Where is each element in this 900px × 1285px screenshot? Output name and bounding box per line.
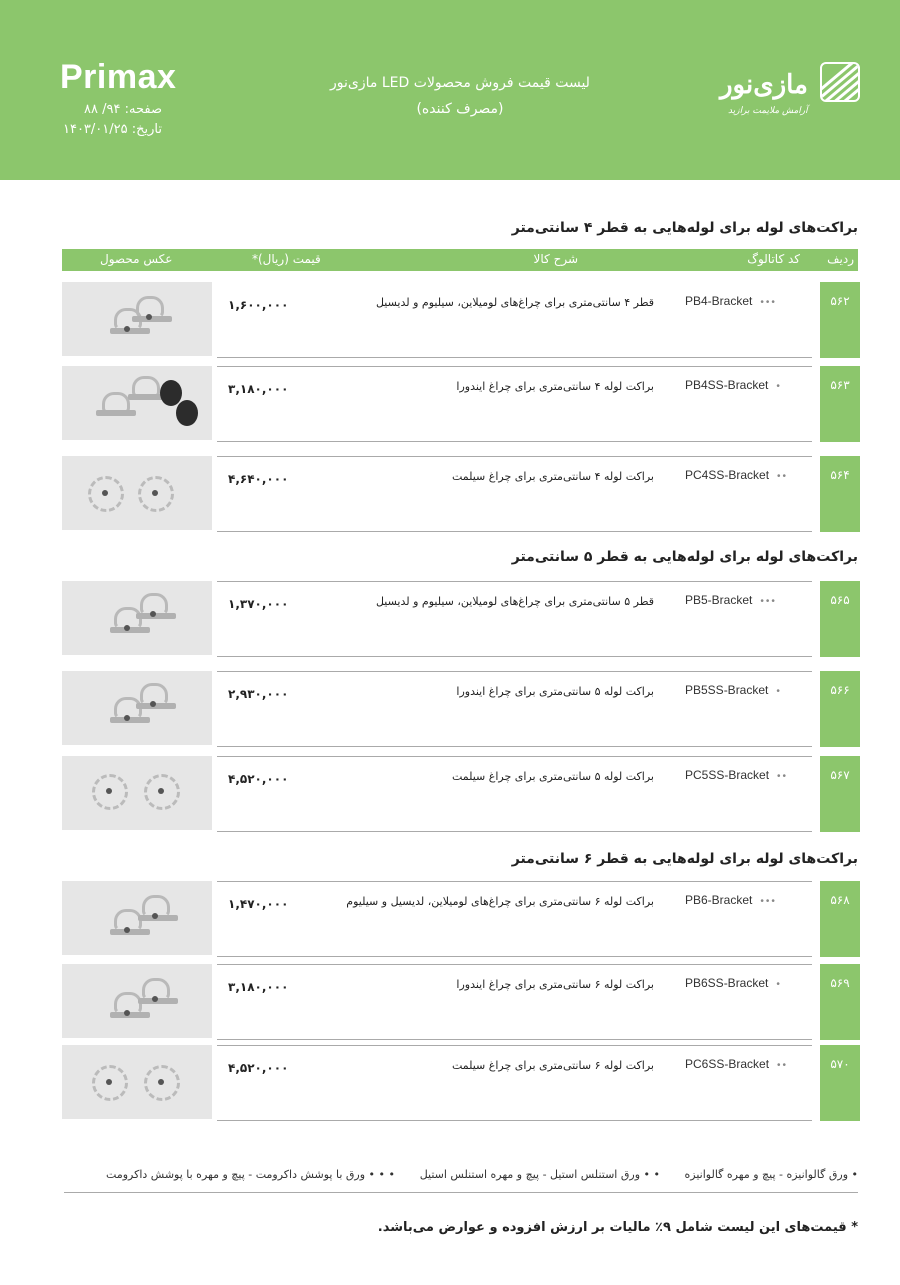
- logo-tagline: آرامش ملایمت برازید: [728, 106, 808, 116]
- product-photo: [62, 964, 212, 1038]
- catalog-code: PB4-Bracket •••: [685, 294, 777, 308]
- product-price: ۱,۳۷۰,۰۰۰: [228, 597, 289, 611]
- col-row-number: ردیف: [827, 252, 854, 266]
- material-dots: ••: [777, 1060, 789, 1071]
- legend-dacromet: • • • ورق با پوشش داکرومت - پیچ و مهره با پوشش داکرومت: [106, 1168, 395, 1181]
- product-price: ۲,۹۳۰,۰۰۰: [228, 687, 289, 701]
- row-number: ۵۶۳: [820, 366, 860, 442]
- product-price: ۱,۴۷۰,۰۰۰: [228, 897, 289, 911]
- section-title-5cm: براکت‌های لوله برای لوله‌هایی به قطر ۵ سانتی‌متر: [511, 549, 858, 565]
- section-title-4cm: براکت‌های لوله برای لوله‌هایی به قطر ۴ سانتی‌متر: [511, 220, 858, 236]
- product-photo: [62, 671, 212, 745]
- catalog-code: PB6-Bracket •••: [685, 893, 777, 907]
- table-row: [62, 964, 860, 1040]
- table-row: [62, 456, 860, 532]
- brand-name: Primax: [60, 58, 177, 96]
- product-description: براکت لوله ۶ سانتی‌متری برای چراغ ایندورا: [456, 978, 654, 991]
- section-title-6cm: براکت‌های لوله برای لوله‌هایی به قطر ۶ سانتی‌متر: [511, 851, 858, 867]
- product-description: براکت لوله ۴ سانتی‌متری برای چراغ سیلمت: [451, 470, 654, 483]
- catalog-code: PB4SS-Bracket •: [685, 378, 782, 392]
- row-number: ۵۶۸: [820, 881, 860, 957]
- material-dots: •••: [760, 297, 777, 308]
- material-dots: ••: [777, 771, 789, 782]
- table-row: [62, 881, 860, 957]
- row-number: ۵۶۲: [820, 282, 860, 358]
- page-number: صفحه: ۹۴/ ۸۸: [84, 102, 162, 117]
- catalog-code: PC5SS-Bracket ••: [685, 768, 789, 782]
- col-photo: عکس محصول: [100, 252, 173, 266]
- product-photo: [62, 456, 212, 530]
- product-description: قطر ۴ سانتی‌متری برای چراغ‌های لومیلاین، سیلیوم و لدیسیل: [375, 296, 654, 309]
- product-photo: [62, 756, 212, 830]
- row-number: ۵۶۷: [820, 756, 860, 832]
- row-number: ۵۷۰: [820, 1045, 860, 1121]
- material-dots: •: [776, 979, 782, 990]
- product-description: براکت لوله ۵ سانتی‌متری برای چراغ سیلمت: [451, 770, 654, 783]
- product-photo: [62, 282, 212, 356]
- legend-divider: [64, 1192, 858, 1193]
- page-header: [0, 0, 900, 180]
- legend-stainless: • • ورق استنلس استیل - پیچ و مهره استنلس استیل: [419, 1168, 660, 1181]
- page-date: تاریخ: ۱۴۰۳/۰۱/۲۵: [62, 122, 162, 137]
- catalog-code: PB6SS-Bracket •: [685, 976, 782, 990]
- row-number: ۵۶۵: [820, 581, 860, 657]
- catalog-code: PC4SS-Bracket ••: [685, 468, 789, 482]
- product-photo: [62, 1045, 212, 1119]
- product-price: ۳,۱۸۰,۰۰۰: [228, 980, 289, 994]
- product-description: براکت لوله ۵ سانتی‌متری برای چراغ ایندورا: [456, 685, 654, 698]
- table-row: [62, 1045, 860, 1121]
- table-row: [62, 671, 860, 747]
- catalog-code: PB5-Bracket •••: [685, 593, 777, 607]
- tax-footnote: * قیمت‌های این لیست شامل ۹٪ مالیات بر ارزش افزوده و عوارض می‌باشد.: [377, 1220, 858, 1235]
- table-row: [62, 756, 860, 832]
- product-description: براکت لوله ۶ سانتی‌متری برای چراغ سیلمت: [451, 1059, 654, 1072]
- legend-galvanized: • ورق گالوانیزه - پیچ و مهره گالوانیزه: [684, 1168, 858, 1181]
- page-info: [62, 100, 162, 140]
- material-dots: •: [776, 381, 782, 392]
- row-number: ۵۶۹: [820, 964, 860, 1040]
- document-title-line1: لیست قیمت فروش محصولات LED مازی‌نور: [330, 75, 590, 91]
- row-number: ۵۶۴: [820, 456, 860, 532]
- table-row: [62, 282, 860, 358]
- product-price: ۱,۶۰۰,۰۰۰: [228, 298, 289, 312]
- material-dots: •: [776, 686, 782, 697]
- logo-wordmark: مازی‌نور: [720, 70, 808, 100]
- product-price: ۴,۶۴۰,۰۰۰: [228, 472, 289, 486]
- logo-mark-icon: [820, 62, 860, 102]
- product-price: ۴,۵۲۰,۰۰۰: [228, 1061, 289, 1075]
- table-row: [62, 581, 860, 657]
- row-number: ۵۶۶: [820, 671, 860, 747]
- document-title-line2: (مصرف کننده): [416, 101, 504, 117]
- company-logo: [720, 58, 860, 128]
- product-photo: [62, 881, 212, 955]
- document-title: [300, 70, 620, 122]
- material-dots: •••: [760, 596, 777, 607]
- material-dots: •••: [760, 896, 777, 907]
- table-header: [62, 249, 858, 271]
- product-description: براکت لوله ۶ سانتی‌متری برای چراغ‌های لومیلاین، لدیسیل و سیلیوم: [346, 895, 654, 908]
- product-description: براکت لوله ۴ سانتی‌متری برای چراغ ایندورا: [456, 380, 654, 393]
- product-photo: [62, 581, 212, 655]
- catalog-code: PC6SS-Bracket ••: [685, 1057, 789, 1071]
- col-description: شرح کالا: [533, 252, 578, 266]
- col-price: قیمت (ریال)*: [252, 252, 321, 266]
- product-price: ۴,۵۲۰,۰۰۰: [228, 772, 289, 786]
- product-description: قطر ۵ سانتی‌متری برای چراغ‌های لومیلاین، سیلیوم و لدیسیل: [375, 595, 654, 608]
- table-row: [62, 366, 860, 442]
- material-dots: ••: [777, 471, 789, 482]
- col-catalog-code: کد کاتالوگ: [747, 252, 800, 266]
- catalog-code: PB5SS-Bracket •: [685, 683, 782, 697]
- product-photo: [62, 366, 212, 440]
- product-price: ۳,۱۸۰,۰۰۰: [228, 382, 289, 396]
